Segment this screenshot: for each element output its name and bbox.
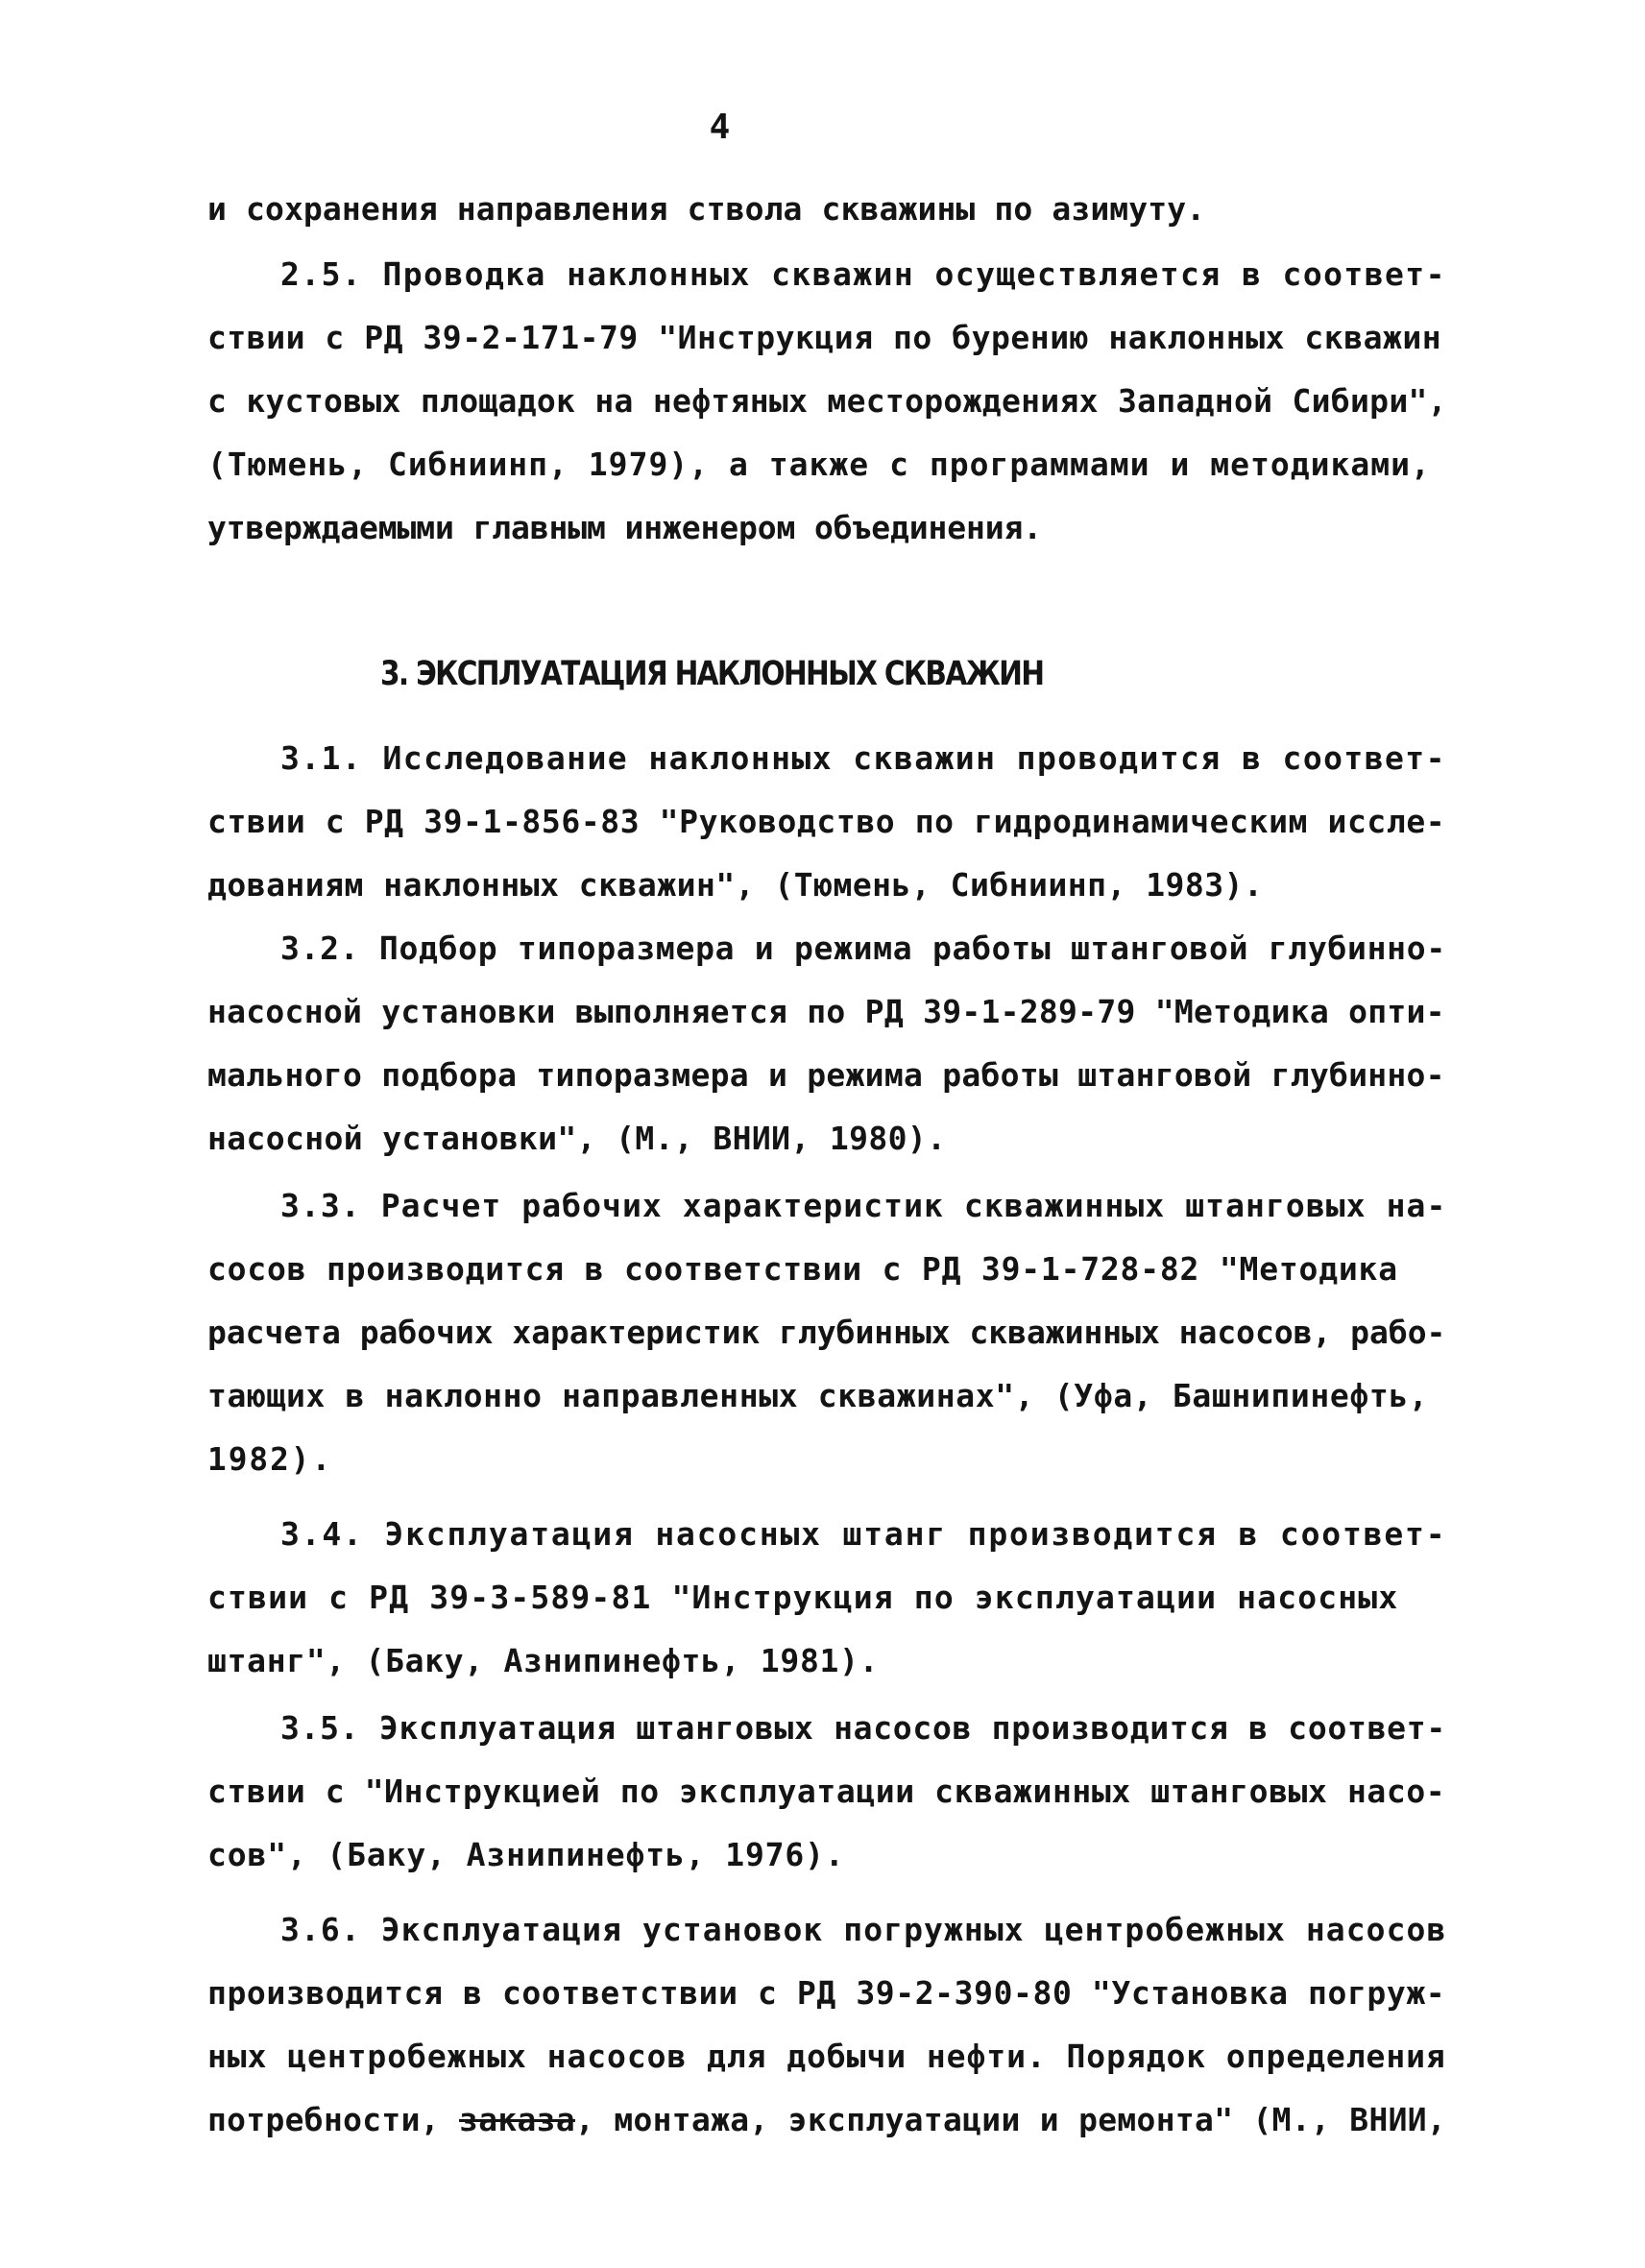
text-line: штанг", (Баку, Азнипинефть, 1981).	[207, 1642, 880, 1679]
text-line: производится в соответствии с РД 39-2-390-80 "Установка погруж-	[207, 1974, 1446, 2012]
text-line: сов", (Баку, Азнипинефть, 1976).	[207, 1836, 845, 1873]
text-line: насосной установки выполняется по РД 39-1-289-79 "Методика опти-	[207, 993, 1445, 1030]
text-line: утверждаемыми главным инженером объединения.	[207, 509, 1043, 546]
section-heading: 3. ЭКСПЛУАТАЦИЯ НАКЛОННЫХ СКВАЖИН	[380, 655, 1044, 693]
text-line: (Тюмень, Сибниинп, 1979), а также с программами и методиками,	[207, 446, 1431, 483]
text-line: ствии с РД 39-1-856-83 "Руководство по гидродинамическим иссле-	[207, 803, 1446, 840]
text-line: 3.3. Расчет рабочих характеристик скважинных штанговых на-	[280, 1187, 1447, 1224]
text-line: ных центробежных насосов для добычи нефти. Порядок определения	[207, 2038, 1446, 2075]
text-line: с кустовых площадок на нефтяных месторождениях Западной Сибири",	[207, 382, 1447, 420]
text-line: 3.4. Эксплуатация насосных штанг производится в соответ-	[280, 1515, 1447, 1553]
text-line: ствии с РД 39-2-171-79 "Инструкция по бурению наклонных скважин	[207, 319, 1442, 356]
text-line: тающих в наклонно направленных скважинах", (Уфа, Башнипинефть,	[207, 1377, 1429, 1414]
text-line: расчета рабочих характеристик глубинных скважинных насосов, рабо-	[207, 1314, 1446, 1351]
text-line: сосов производится в соответствии с РД 39-1-728-82 "Методика	[207, 1250, 1398, 1288]
text-line: насосной установки", (М., ВНИИ, 1980).	[207, 1120, 947, 1157]
text-line: 3.5. Эксплуатация штанговых насосов производится в соответ-	[280, 1709, 1446, 1747]
text-line: 3.2. Подбор типоразмера и режима работы штанговой глубинно-	[280, 929, 1446, 967]
text-line: ствии с РД 39-3-589-81 "Инструкция по эксплуатации насосных	[207, 1579, 1399, 1616]
page-number: 4	[709, 108, 732, 147]
text-line: 3.1. Исследование наклонных скважин проводится в соответ-	[280, 739, 1446, 777]
text-line: 1982).	[207, 1440, 333, 1478]
text-line: дованиям наклонных скважин", (Тюмень, Сибниинп, 1983).	[207, 866, 1264, 904]
struck-out-word: заказа	[459, 2101, 575, 2138]
text-segment: , монтажа, эксплуатации и ремонта" (М., ВНИИ,	[574, 2101, 1447, 2138]
text-line: ствии с "Инструкцией по эксплуатации скважинных штанговых насо-	[207, 1773, 1446, 1810]
text-segment: потребности,	[207, 2101, 460, 2138]
text-line: 2.5. Проводка наклонных скважин осуществляется в соответ-	[280, 255, 1446, 293]
text-line: и сохранения направления ствола скважины по азимуту.	[207, 190, 1206, 228]
text-line	[207, 2101, 1446, 2139]
text-line: мального подбора типоразмера и режима работы штанговой глубинно-	[207, 1056, 1445, 1094]
text-line: 3.6. Эксплуатация установок погружных центробежных насосов	[280, 1911, 1447, 1948]
